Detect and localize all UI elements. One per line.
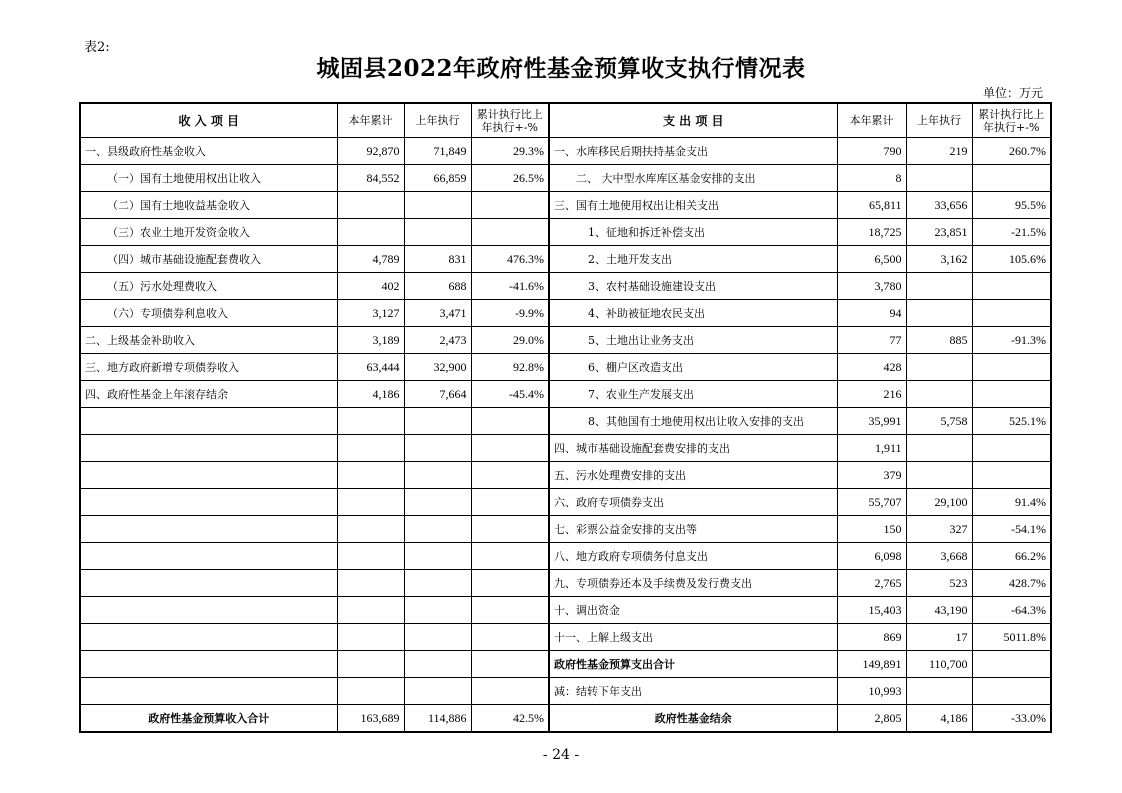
expense-last-value — [906, 381, 972, 408]
income-ratio-value: 476.3% — [471, 246, 549, 273]
income-last-value — [404, 192, 471, 219]
expense-current-value: 6,098 — [837, 543, 906, 570]
table-row — [80, 624, 1051, 651]
income-current-value: 3,127 — [337, 300, 404, 327]
total-row — [80, 705, 1051, 733]
income-current-value — [337, 462, 404, 489]
income-last-value: 3,471 — [404, 300, 471, 327]
income-item-name — [80, 678, 337, 705]
expense-last-value — [906, 462, 972, 489]
income-item-name — [80, 408, 337, 435]
expense-current-value: 869 — [837, 624, 906, 651]
income-item-name — [80, 570, 337, 597]
income-last-value — [404, 570, 471, 597]
table-row — [80, 543, 1051, 570]
expense-item-name: 5、土地出让业务支出 — [549, 327, 837, 354]
expense-item-name: 4、补助被征地农民支出 — [549, 300, 837, 327]
expense-item-name: 3、农村基础设施建设支出 — [549, 273, 837, 300]
income-ratio-value: 29.0% — [471, 327, 549, 354]
income-item-name: 一、县级政府性基金收入 — [80, 138, 337, 165]
expense-current-value: 15,403 — [837, 597, 906, 624]
income-current-value: 63,444 — [337, 354, 404, 381]
table-row — [80, 219, 1051, 246]
income-ratio-value — [471, 597, 549, 624]
income-last-value — [404, 435, 471, 462]
expense-current-value: 2,765 — [837, 570, 906, 597]
income-last-value — [404, 543, 471, 570]
income-ratio-value — [471, 408, 549, 435]
expense-last-value: 17 — [906, 624, 972, 651]
expense-current-value: 6,500 — [837, 246, 906, 273]
expense-ratio-value — [972, 165, 1051, 192]
table-row — [80, 570, 1051, 597]
expense-last-value — [906, 354, 972, 381]
expense-last-value: 110,700 — [906, 651, 972, 678]
expense-last-value — [906, 165, 972, 192]
income-ratio-value — [471, 219, 549, 246]
income-ratio-value: -45.4% — [471, 381, 549, 408]
table-row — [80, 435, 1051, 462]
expense-ratio-value: 428.7% — [972, 570, 1051, 597]
budget-table — [79, 102, 1052, 733]
header-income-item: 收 入 项 目 — [80, 103, 337, 138]
table-row — [80, 381, 1051, 408]
header-expense-ratio: 累计执行比上年执行+-% — [972, 103, 1051, 138]
income-current-value — [337, 624, 404, 651]
expense-ratio-value — [972, 651, 1051, 678]
table-row — [80, 678, 1051, 705]
income-item-name — [80, 597, 337, 624]
income-current-value — [337, 192, 404, 219]
expense-current-value: 149,891 — [837, 651, 906, 678]
expense-last-value: 33,656 — [906, 192, 972, 219]
income-current-value — [337, 408, 404, 435]
expense-last-value: 23,851 — [906, 219, 972, 246]
income-current-value: 4,789 — [337, 246, 404, 273]
income-last-value — [404, 462, 471, 489]
expense-ratio-value — [972, 273, 1051, 300]
income-current-value — [337, 435, 404, 462]
table-row — [80, 597, 1051, 624]
header-expense-last: 上年执行 — [906, 103, 972, 138]
expense-item-name: 2、土地开发支出 — [549, 246, 837, 273]
expense-item-name: 7、农业生产发展支出 — [549, 381, 837, 408]
expense-current-value: 1,911 — [837, 435, 906, 462]
income-current-value — [337, 219, 404, 246]
income-item-name: （六）专项债券利息收入 — [80, 300, 337, 327]
income-current-value: 402 — [337, 273, 404, 300]
expense-ratio-value — [972, 435, 1051, 462]
expense-ratio-value — [972, 300, 1051, 327]
table-row — [80, 300, 1051, 327]
expense-item-name: 政府性基金预算支出合计 — [549, 651, 837, 678]
income-current-value — [337, 489, 404, 516]
expense-item-name: 五、污水处理费安排的支出 — [549, 462, 837, 489]
income-last-value — [404, 489, 471, 516]
income-ratio-value — [471, 624, 549, 651]
expense-current-value: 790 — [837, 138, 906, 165]
income-ratio-value — [471, 570, 549, 597]
expense-ratio-value: 66.2% — [972, 543, 1051, 570]
income-item-name — [80, 543, 337, 570]
expense-item-name: 八、地方政府专项债务付息支出 — [549, 543, 837, 570]
expense-current-value: 10,993 — [837, 678, 906, 705]
income-last-value: 688 — [404, 273, 471, 300]
income-ratio-value — [471, 462, 549, 489]
balance-current: 2,805 — [837, 705, 906, 733]
expense-ratio-value — [972, 354, 1051, 381]
expense-item-name: 二、 大中型水库库区基金安排的支出 — [549, 165, 837, 192]
expense-last-value: 327 — [906, 516, 972, 543]
table-row — [80, 165, 1051, 192]
income-last-value — [404, 678, 471, 705]
income-item-name — [80, 462, 337, 489]
expense-item-name: 6、棚户区改造支出 — [549, 354, 837, 381]
table-row — [80, 462, 1051, 489]
income-item-name: 二、上级基金补助收入 — [80, 327, 337, 354]
income-current-value — [337, 678, 404, 705]
expense-current-value: 150 — [837, 516, 906, 543]
expense-last-value: 29,100 — [906, 489, 972, 516]
table-row — [80, 408, 1051, 435]
income-ratio-value — [471, 489, 549, 516]
table-row — [80, 327, 1051, 354]
income-ratio-value: 26.5% — [471, 165, 549, 192]
header-row — [80, 103, 1051, 138]
income-item-name: （一）国有土地使用权出让收入 — [80, 165, 337, 192]
income-current-value — [337, 516, 404, 543]
expense-ratio-value — [972, 381, 1051, 408]
income-item-name — [80, 435, 337, 462]
expense-last-value: 3,668 — [906, 543, 972, 570]
expense-item-name: 减：结转下年支出 — [549, 678, 837, 705]
income-last-value — [404, 219, 471, 246]
expense-item-name: 三、国有土地使用权出让相关支出 — [549, 192, 837, 219]
income-ratio-value — [471, 543, 549, 570]
expense-item-name: 七、彩票公益金安排的支出等 — [549, 516, 837, 543]
balance-last: 4,186 — [906, 705, 972, 733]
income-last-value — [404, 624, 471, 651]
expense-last-value — [906, 435, 972, 462]
expense-last-value — [906, 300, 972, 327]
expense-current-value: 65,811 — [837, 192, 906, 219]
expense-current-value: 216 — [837, 381, 906, 408]
income-item-name: （五）污水处理费收入 — [80, 273, 337, 300]
header-expense-item: 支 出 项 目 — [549, 103, 837, 138]
table-row — [80, 651, 1051, 678]
income-last-value: 66,859 — [404, 165, 471, 192]
income-current-value: 92,870 — [337, 138, 404, 165]
expense-last-value: 523 — [906, 570, 972, 597]
income-ratio-value: -9.9% — [471, 300, 549, 327]
table-row — [80, 354, 1051, 381]
income-item-name: 四、政府性基金上年滚存结余 — [80, 381, 337, 408]
expense-current-value: 35,991 — [837, 408, 906, 435]
income-current-value — [337, 651, 404, 678]
table-row — [80, 273, 1051, 300]
table-row — [80, 138, 1051, 165]
income-total-last: 114,886 — [404, 705, 471, 733]
expense-ratio-value: 95.5% — [972, 192, 1051, 219]
expense-ratio-value: 105.6% — [972, 246, 1051, 273]
income-total-current: 163,689 — [337, 705, 404, 733]
header-income-current: 本年累计 — [337, 103, 404, 138]
income-current-value: 4,186 — [337, 381, 404, 408]
income-last-value: 71,849 — [404, 138, 471, 165]
income-ratio-value — [471, 192, 549, 219]
expense-current-value: 55,707 — [837, 489, 906, 516]
table-row — [80, 489, 1051, 516]
expense-item-name: 十、调出资金 — [549, 597, 837, 624]
expense-last-value: 5,758 — [906, 408, 972, 435]
expense-last-value: 219 — [906, 138, 972, 165]
page-title: 城固县2022年政府性基金预算收支执行情况表 — [316, 55, 806, 82]
expense-current-value: 77 — [837, 327, 906, 354]
expense-last-value: 43,190 — [906, 597, 972, 624]
table-row — [80, 192, 1051, 219]
income-current-value — [337, 543, 404, 570]
income-ratio-value: 29.3% — [471, 138, 549, 165]
expense-current-value: 3,780 — [837, 273, 906, 300]
income-item-name: （二）国有土地收益基金收入 — [80, 192, 337, 219]
expense-ratio-value: -64.3% — [972, 597, 1051, 624]
header-income-last: 上年执行 — [404, 103, 471, 138]
expense-current-value: 428 — [837, 354, 906, 381]
unit-label: 单位：万元 — [982, 86, 1043, 100]
expense-ratio-value: 5011.8% — [972, 624, 1051, 651]
income-last-value — [404, 516, 471, 543]
income-ratio-value: -41.6% — [471, 273, 549, 300]
income-current-value — [337, 570, 404, 597]
expense-last-value — [906, 273, 972, 300]
expense-item-name: 六、政府专项债券支出 — [549, 489, 837, 516]
income-total-ratio: 42.5% — [471, 705, 549, 733]
expense-ratio-value: 525.1% — [972, 408, 1051, 435]
expense-current-value: 8 — [837, 165, 906, 192]
income-item-name: 三、地方政府新增专项债券收入 — [80, 354, 337, 381]
expense-ratio-value: -54.1% — [972, 516, 1051, 543]
income-ratio-value — [471, 516, 549, 543]
header-income-ratio: 累计执行比上年执行+-% — [471, 103, 549, 138]
income-last-value: 2,473 — [404, 327, 471, 354]
income-ratio-value: 92.8% — [471, 354, 549, 381]
expense-item-name: 1、征地和拆迁补偿支出 — [549, 219, 837, 246]
table-body — [80, 138, 1051, 733]
income-last-value: 32,900 — [404, 354, 471, 381]
expense-item-name: 8、其他国有土地使用权出让收入安排的支出 — [549, 408, 837, 435]
income-current-value — [337, 597, 404, 624]
balance-ratio: -33.0% — [972, 705, 1051, 733]
income-item-name — [80, 516, 337, 543]
income-last-value — [404, 408, 471, 435]
expense-item-name: 九、专项债券还本及手续费及发行费支出 — [549, 570, 837, 597]
table-label: 表2: — [84, 40, 110, 55]
expense-item-name: 一、水库移民后期扶持基金支出 — [549, 138, 837, 165]
expense-current-value: 94 — [837, 300, 906, 327]
expense-ratio-value — [972, 462, 1051, 489]
income-item-name: （四）城市基础设施配套费收入 — [80, 246, 337, 273]
income-ratio-value — [471, 678, 549, 705]
table-row — [80, 246, 1051, 273]
expense-ratio-value: 260.7% — [972, 138, 1051, 165]
income-ratio-value — [471, 435, 549, 462]
income-last-value — [404, 651, 471, 678]
balance-label: 政府性基金结余 — [549, 705, 837, 733]
expense-current-value: 18,725 — [837, 219, 906, 246]
expense-last-value — [906, 678, 972, 705]
page-number: - 24 - — [542, 747, 580, 763]
income-item-name — [80, 489, 337, 516]
header-expense-current: 本年累计 — [837, 103, 906, 138]
income-item-name: （三）农业土地开发资金收入 — [80, 219, 337, 246]
income-last-value: 831 — [404, 246, 471, 273]
expense-last-value: 885 — [906, 327, 972, 354]
expense-ratio-value: 91.4% — [972, 489, 1051, 516]
income-item-name — [80, 651, 337, 678]
expense-item-name: 四、城市基础设施配套费安排的支出 — [549, 435, 837, 462]
income-ratio-value — [471, 651, 549, 678]
income-item-name — [80, 624, 337, 651]
expense-ratio-value: -91.3% — [972, 327, 1051, 354]
income-last-value: 7,664 — [404, 381, 471, 408]
income-last-value — [404, 597, 471, 624]
table-row — [80, 516, 1051, 543]
expense-current-value: 379 — [837, 462, 906, 489]
expense-last-value: 3,162 — [906, 246, 972, 273]
income-current-value: 3,189 — [337, 327, 404, 354]
expense-ratio-value — [972, 678, 1051, 705]
expense-item-name: 十一、上解上级支出 — [549, 624, 837, 651]
expense-ratio-value: -21.5% — [972, 219, 1051, 246]
income-total-label: 政府性基金预算收入合计 — [80, 705, 337, 733]
income-current-value: 84,552 — [337, 165, 404, 192]
